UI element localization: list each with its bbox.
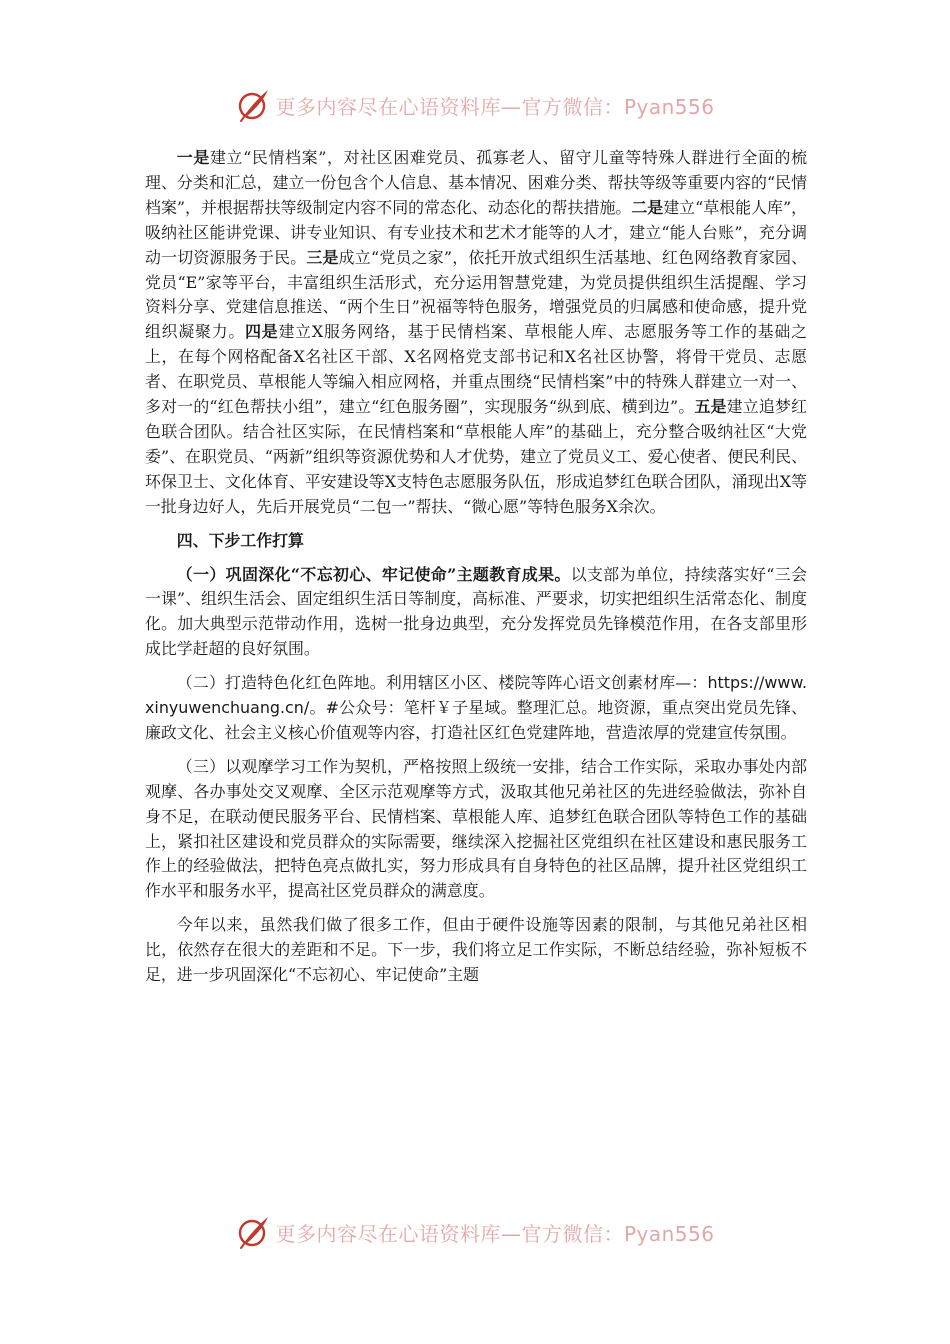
watermark-text: 更多内容尽在心语资料库—官方微信：Pyan556 bbox=[275, 94, 715, 119]
measure-text: 成立“党员之家”，依托开放式组织生活基地、红色网络教育家园、党员“E”家等平台，丰富组织生活形式，充分运用智慧党建，为党员提供组织生活提醒、学习资料分享、党建信息推送、“两个生日”祝福等特色服务，增强党员的归属感和使命感，提升党组织凝聚力。 bbox=[145, 247, 808, 342]
plan-text: （二）打造特色化红色阵地。利用辖区小区、楼院等阵心语文创素材库—： bbox=[176, 673, 708, 693]
quill-logo-icon bbox=[235, 1214, 271, 1250]
plan-text: 。#公众号：笔杆￥子星域。整理汇总。地资源，重点突出党员先锋、廉政文化、社会主义核心价值观等内容，打造社区红色党建阵地，营造浓厚的党建宣传氛围。 bbox=[145, 698, 807, 742]
embedded-url: https://www.xinyuwenchuang.cn/ bbox=[145, 673, 807, 718]
bold-marker: 三是 bbox=[306, 247, 339, 267]
plan-title: （一）巩固深化“不忘初心、牢记使命”主题教育成果。 bbox=[176, 564, 571, 584]
measure-text: 建立“草根能人库”，吸纳社区能讲党课、讲专业知识、有专业技术和艺术才能等的人才，建立“能人台账”，充分调动一切资源服务于民。 bbox=[145, 197, 808, 267]
watermark-text: 更多内容尽在心语资料库—官方微信：Pyan556 bbox=[275, 1221, 715, 1246]
plan-text: 以支部为单位，持续落实好“三会一课”、组织生活会、固定组织生活日等制度，高标准、严要求，切实把组织生活常态化、制度化。加大典型示范带动作用，选树一批身边典型，充分发挥党员先锋模范作用，在各支部里形成比学赶超的良好氛围。 bbox=[145, 564, 807, 659]
paragraph-plan-2 bbox=[145, 671, 807, 746]
bold-marker: 一是 bbox=[176, 148, 210, 167]
header-watermark bbox=[0, 85, 950, 125]
bold-marker: 五是 bbox=[694, 397, 727, 417]
bold-marker: 四是 bbox=[245, 322, 279, 342]
measure-text: 建立“民情档案”，对社区困难党员、孤寡老人、留守儿童等特殊人群进行全面的梳理、分类和汇总，建立一份包含个人信息、基本情况、困难分类、帮扶等级等重要内容的“民情档案”，并根据帮扶等级制定内容不同的常态化、动态化的帮扶措施。 bbox=[145, 148, 808, 217]
footer-watermark bbox=[0, 1212, 950, 1252]
paragraph-measures bbox=[145, 146, 807, 520]
paragraph-plan-3: （三）以观摩学习工作为契机，严格按照上级统一安排，结合工作实际，采取办事处内部观摩、各办事处交叉观摩、全区示范观摩等方式，汲取其他兄弟社区的先进经验做法，弥补自身不足，在联动便民服务平台、民情档案、草根能人库、追梦红色联合团队等特色工作的基础上，紧扣社区建设和党员群众的实际需要，继续深入挖掘社区党组织在社区建设和惠民服务工作上的经验做法，把特色亮点做扎实，努力形成具有自身特色的社区品牌，提升社区党组织工作水平和服务水平，提高社区党员群众的满意度。 bbox=[145, 756, 807, 901]
document-body bbox=[145, 146, 807, 988]
paragraph-conclusion: 今年以来，虽然我们做了很多工作，但由于硬件设施等因素的限制，与其他兄弟社区相比，依然存在很大的差距和不足。下一步，我们将立足工作实际，不断总结经验，弥补短板不足，进一步巩固深化“不忘初心、牢记使命”主题 bbox=[145, 915, 807, 985]
paragraph-plan-1 bbox=[145, 563, 807, 663]
measure-text: 建立追梦红色联合团队。结合社区实际，在民情档案和“草根能人库”的基础上，充分整合吸纳社区“大党委”、在职党员、“两新”组织等资源优势和人才优势，建立了党员义工、爱心使者、便民利民、环保卫士、文化体育、平安建设等X支特色志愿服务队伍，形成追梦红色联合团队，涌现出X等一批身边好人，先后开展党员“二包一”帮扶、“微心愿”等特色服务X余次。 bbox=[145, 397, 807, 516]
section-heading: 四、下步工作打算 bbox=[176, 530, 304, 550]
quill-logo-icon bbox=[235, 87, 271, 123]
measure-text: 建立X服务网络，基于民情档案、草根能人库、志愿服务等工作的基础之上，在每个网格配备X名社区干部、X名网格党支部书记和X名社区协警，将骨干党员、志愿者、在职党员、草根能人等编入相应网格，并重点围绕“民情档案”中的特殊人群建立一对一、多对一的“红色帮扶小组”，建立“红色服务圈”，实现服务“纵到底、横到边”。 bbox=[145, 322, 808, 417]
bold-marker: 二是 bbox=[631, 197, 664, 217]
